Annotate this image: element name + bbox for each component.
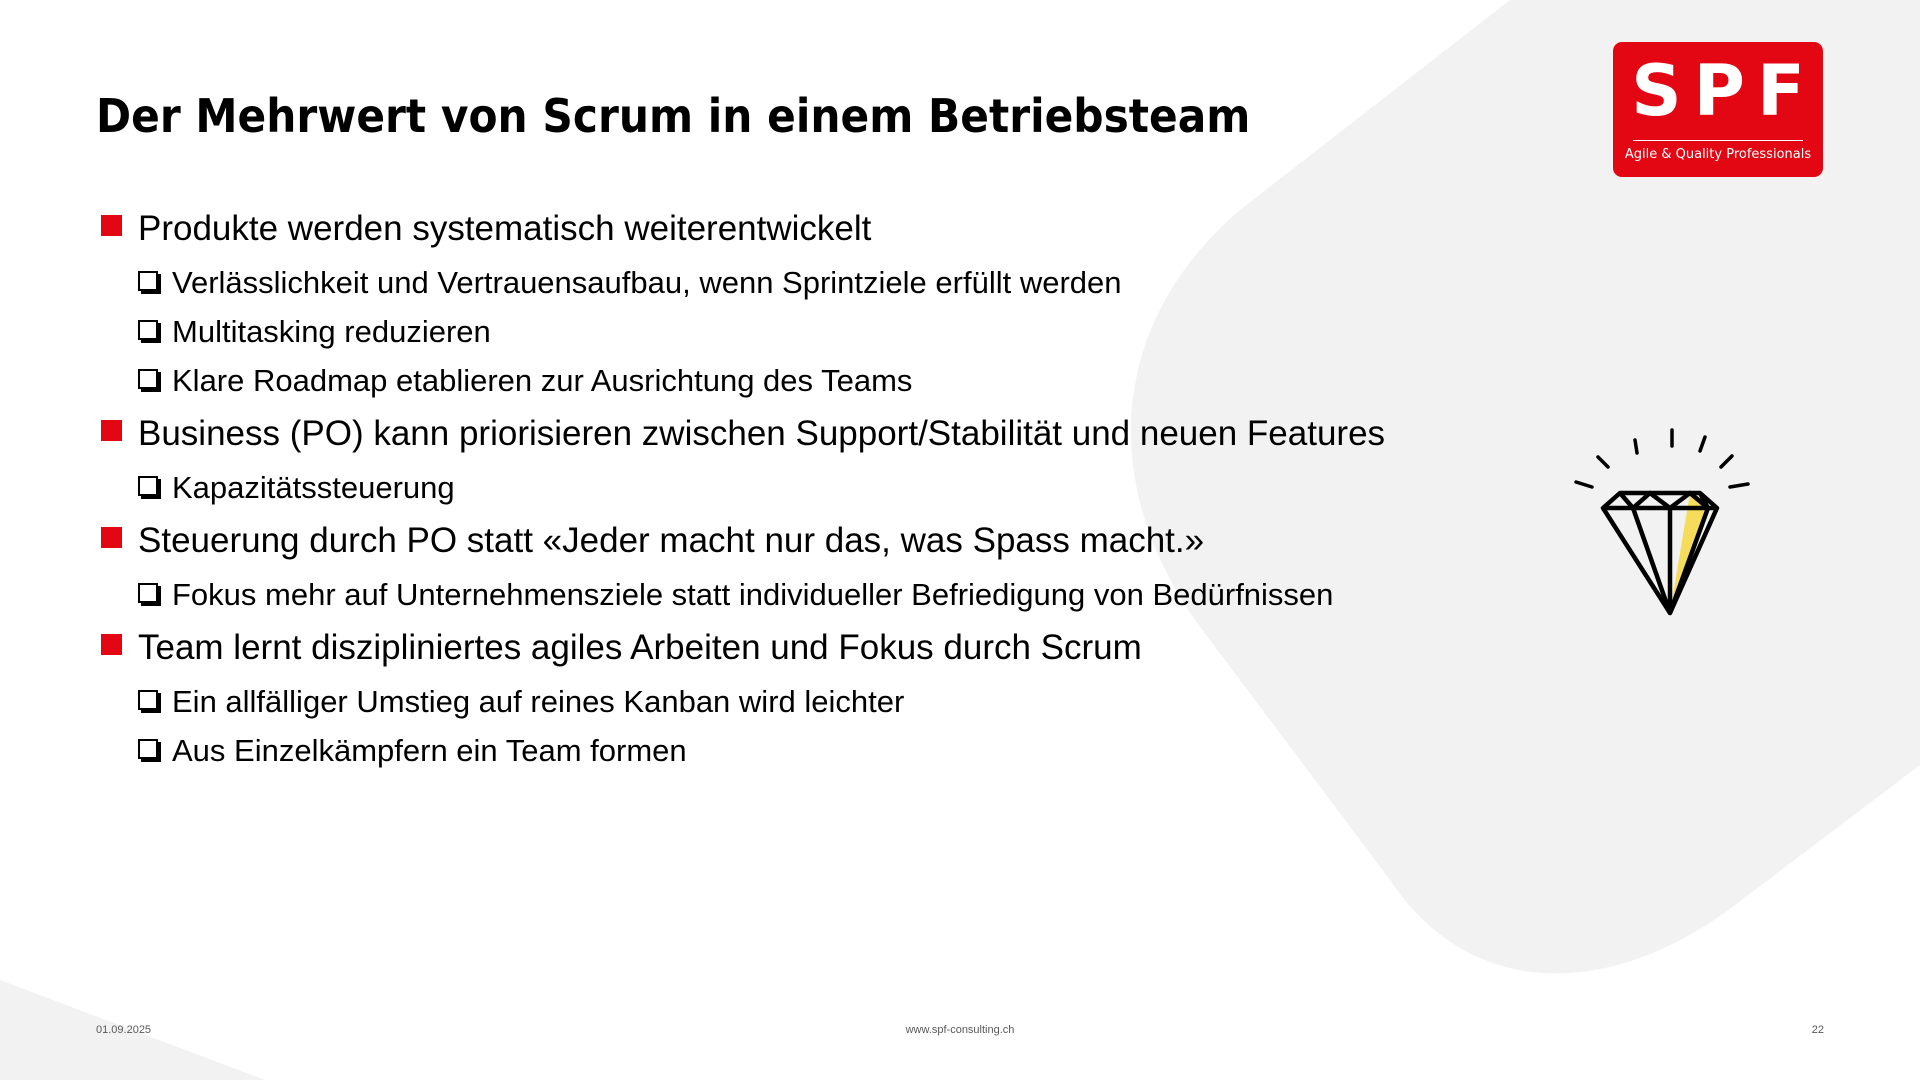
bullet-text: Steuerung durch PO statt «Jeder macht nur das, was Spass macht.» bbox=[138, 521, 1205, 560]
sub-bullet-item bbox=[138, 570, 1536, 619]
bullet-item bbox=[96, 200, 1536, 258]
logo-divider bbox=[1633, 140, 1803, 141]
sub-bullet-item bbox=[138, 677, 1536, 726]
checkbox-bullet-icon bbox=[138, 739, 158, 759]
page-number: 22 bbox=[1811, 1024, 1824, 1036]
bullet-item bbox=[96, 405, 1536, 463]
bullet-text: Business (PO) kann priorisieren zwischen Support/Stabilität und neuen Features bbox=[138, 414, 1386, 453]
shining-diamond-icon bbox=[1570, 420, 1770, 620]
sub-bullet-item bbox=[138, 307, 1536, 356]
checkbox-bullet-icon bbox=[138, 369, 158, 389]
checkbox-bullet-icon bbox=[138, 476, 158, 496]
sub-bullet-item bbox=[138, 726, 1536, 775]
red-square-bullet-icon bbox=[101, 634, 122, 655]
footer-date: 01.09.2025 bbox=[96, 1024, 152, 1036]
logo-tagline: Agile & Quality Professionals bbox=[1624, 147, 1812, 162]
sub-bullet-text: Kapazitätssteuerung bbox=[172, 469, 455, 505]
logo-text: SPF bbox=[1631, 50, 1817, 132]
sub-bullet-text: Fokus mehr auf Unternehmensziele statt individueller Befriedigung von Bedürfnissen bbox=[172, 576, 1334, 612]
red-square-bullet-icon bbox=[101, 420, 122, 441]
footer-url: www.spf-consulting.ch bbox=[905, 1024, 1015, 1036]
sub-bullet-item bbox=[138, 463, 1536, 512]
sub-bullet-text: Verlässlichkeit und Vertrauensaufbau, wenn Sprintziele erfüllt werden bbox=[172, 264, 1122, 300]
checkbox-bullet-icon bbox=[138, 271, 158, 291]
checkbox-bullet-icon bbox=[138, 690, 158, 710]
checkbox-bullet-icon bbox=[138, 320, 158, 340]
slide-title: Der Mehrwert von Scrum in einem Betriebsteam bbox=[96, 89, 1251, 143]
bullet-text: Team lernt diszipliniertes agiles Arbeiten und Fokus durch Scrum bbox=[138, 628, 1142, 667]
sub-bullet-text: Multitasking reduzieren bbox=[172, 313, 491, 349]
red-square-bullet-icon bbox=[101, 527, 122, 548]
checkbox-bullet-icon bbox=[138, 583, 158, 603]
bullet-item bbox=[96, 512, 1536, 570]
sub-bullet-text: Klare Roadmap etablieren zur Ausrichtung des Teams bbox=[172, 362, 913, 398]
sub-bullet-text: Aus Einzelkämpfern ein Team formen bbox=[172, 732, 687, 768]
sub-bullet-item bbox=[138, 356, 1536, 405]
sub-bullet-text: Ein allfälliger Umstieg auf reines Kanban wird leichter bbox=[172, 683, 905, 719]
bullet-text: Produkte werden systematisch weiterentwickelt bbox=[138, 209, 872, 248]
bullet-list bbox=[96, 200, 1536, 775]
bullet-item bbox=[96, 619, 1536, 677]
spf-logo bbox=[1613, 42, 1823, 177]
red-square-bullet-icon bbox=[101, 215, 122, 236]
sub-bullet-item bbox=[138, 258, 1536, 307]
